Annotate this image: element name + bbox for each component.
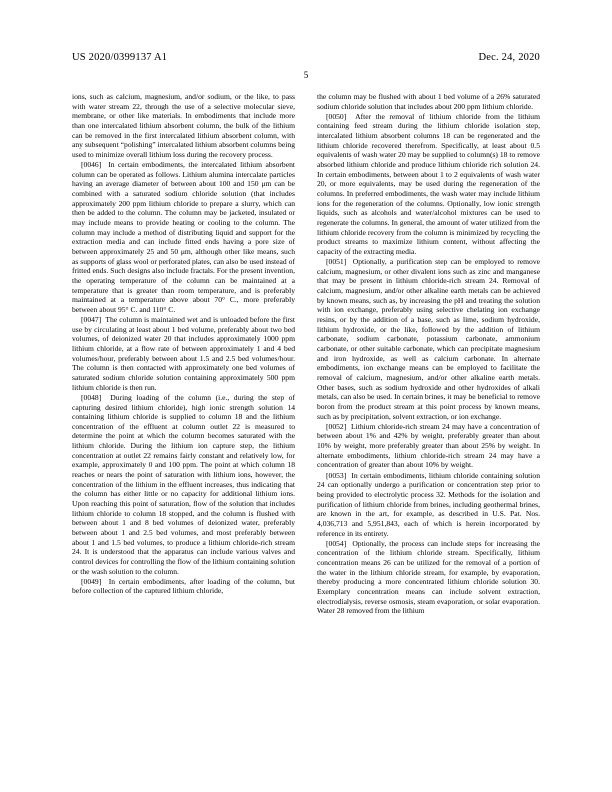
paragraph-text: In certain embodiments, the intercalated lithium absorbent column can be operated as follows. Lithium alumina intercalate particles having an average diameter of between about 100 and 150 μm can be combined with a saturated sodium chloride solution (that includes approximately 200 ppm lithium chloride to prepare a slurry, which can then be added to the column. The column may be jacketed, insulated or may include means to provide heating or cooling to the column. The column may include a method of distributing liquid and support for the extraction media and can include fitted ends having a pore size of between approximately 25 and 50 μm, although other like means, such as supports of glass wool or perforated plates, can also be used instead of fritted ends. Such designs also include fractals. For the present invention, the operating temperature of the column can be maintained at a temperature that is greater than room temperature, and is preferably maintained at a temperature above about 70° C., more preferably between about 95° C. and 110° C. [72, 160, 296, 314]
paragraph: the column may be flushed with about 1 bed volume of a 26% saturated sodium chloride solution that includes about 200 ppm lithium chloride. [317, 92, 540, 111]
paragraph [317, 471, 540, 539]
paragraph-number: [0051] [326, 257, 347, 267]
paragraph-number: [0049] [81, 576, 102, 586]
paragraph-text: During loading of the column (i.e., during the step of capturing desired lithium chloride), high ionic strength solution 14 containing lithium chloride is supplied to column 18 and the lithium concentration of the effluent at column outlet 22 is measured to determine the point at which the column becomes saturated with the lithium chloride. During the lithium ion capture step, the lithium concentration at outlet 22 remains fairly constant and relatively low, for example, approximately 0 and 100 ppm. The point at which column 18 reaches or nears the point of saturation with lithium ions, however, the concentration of the lithium in the effluent increases, thus indicating that the column has either little or no capacity for additional lithium ions. Upon reaching this point of saturation, flow of the solution that includes lithium chloride to column 18 stopped, and the column is flushed with between about 1 and 8 bed volumes of deionized water, preferably between about 1 and 2.5 bed volumes, and most preferably between about 1 and 1.5 bed volumes, to produce a lithium chloride-rich stream 24. It is understood that the apparatus can include various valves and control devices for controlling the flow of the lithium containing solution or the wash solution to the column. [72, 392, 296, 576]
paragraph [317, 257, 540, 421]
paragraph-number: [0052] [326, 421, 347, 431]
paragraph-number: [0050] [326, 111, 347, 121]
paragraph-number: [0053] [326, 470, 347, 480]
paragraph-text: In certain embodiments, after loading of the column, but before collection of the captured lithium chloride, [72, 576, 296, 596]
paragraph-number: [0048] [81, 392, 102, 402]
publication-date: Dec. 24, 2020 [478, 52, 540, 63]
body-columns [72, 92, 540, 742]
paragraph-text: Optionally, a purification step can be employed to remove calcium, magnesium, or other divalent ions such as zinc and manganese that may be present in lithium chloride-rich stream 24. Removal of calcium, magnesium, and/or other alkaline earth metals can be achieved by known means, such as, by increasing the pH and treating the solution with ion exchange, preferably using selective chelating ion exchange resins, or by the addition of a base, such as lime, sodium hydroxide, lithium hydroxide, or the like, followed by the addition of lithium carbonate, sodium carbonate, potassium carbonate, ammonium carbonate, or other suitable carbonate, which can precipitate magnesium and iron hydroxide, as well as calcium carbonate. In alternate embodiments, ion exchange means can be employed to facilitate the removal of calcium, magnesium, and/or other alkaline earth metals. Other bases, such as sodium hydroxide and other hydroxides of alkali metals, can also be used. In certain brines, it may be beneficial to remove boron from the product stream at this point process by known means, such as by precipitation, solvent extraction, or ion exchange. [317, 257, 540, 421]
paragraph [72, 160, 295, 315]
paragraph-number: [0047] [81, 315, 102, 325]
paragraph [72, 315, 295, 392]
left-column [72, 92, 295, 742]
paragraph-number: [0046] [81, 160, 102, 170]
paragraph: ions, such as calcium, magnesium, and/or sodium, or the like, to pass with water stream 22, through the use of a selective molecular sieve, membrane, or other like materials. In embodiments that include more than one intercalated lithium absorbent column, the bulk of the lithium can be removed in the first intercalated lithium absorbent column, with any subsequent “polishing” intercalated lithium absorbent columns being used to minimize overall lithium loss during the recovery process. [72, 92, 295, 159]
paragraph [72, 393, 295, 576]
publication-number: US 2020/0399137 A1 [72, 52, 168, 63]
paragraph-number: [0054] [326, 538, 347, 548]
paragraph [317, 112, 540, 257]
paragraph-text: Optionally, the process can include steps for increasing the concentration of the lithium chloride stream. Specifically, lithium concentration means 26 can be utilized for the removal of a portion of the water in the lithium chloride stream, for example, by evaporation, thereby producing a more concentrated lithium chloride solution 30. Exemplary concentration means can include solvent extraction, electrodialysis, reverse osmosis, steam evaporation, or solar evaporation. Water 28 removed from the lithium [317, 538, 540, 616]
paragraph-text: After the removal of lithium chloride from the lithium containing feed stream during the lithium chloride isolation step, intercalated lithium absorbent columns 18 can be regenerated and the lithium chloride recovered therefrom. Specifically, at least about 0.5 equivalents of wash water 20 may be supplied to column(s) 18 to remove absorbed lithium chloride and produce lithium chloride rich solution 24. In certain embodiments, between about 1 to 2 equivalents of wash water 20, or more equivalents, may be used during the regeneration of the columns. In preferred embodiments, the wash water may include lithium ions for the regeneration of the columns. Optionally, low ionic strength liquids, such as alcohols and water/alcohol mixtures can be used to regenerate the columns. In general, the amount of water utilized from the lithium chloride recovery from the column is minimized by recycling the product streams to maximize lithium content, without affecting the capacity of the extracting media. [317, 111, 540, 256]
page-number: 5 [303, 70, 309, 80]
right-column [317, 92, 540, 742]
paragraph-text: In certain embodiments, lithium chloride containing solution 24 can optionally undergo a purification or concentration step prior to being provided to electrolytic process 32. Methods for the isolation and purification of lithium chloride from brines, including geothermal brines, are known in the art, for example, as described in U.S. Pat. Nos. 4,036,713 and 5,951,843, each of which is herein incorporated by reference in its entirety. [317, 470, 540, 538]
page-header [72, 52, 540, 68]
paragraph-text: Lithium chloride-rich stream 24 may have a concentration of between about 1% and 42% by weight, preferably greater than about 10% by weight, more preferably greater than about 25% by weight. In alternate embodiments, lithium chloride-rich stream 24 may have a concentration of greater than about 10% by weight. [317, 421, 541, 470]
paragraph [317, 539, 540, 616]
paragraph [72, 577, 295, 596]
paragraph [317, 422, 540, 470]
paragraph-text: The column is maintained wet and is unloaded before the first use by circulating at least about 1 bed volume, preferably about two bed volumes, of deionized water 20 that includes approximately 1000 ppm lithium chloride, at a flow rate of between approximately 1 and 4 bed volumes/hour, preferably between about 1.5 and 2.5 bed volumes/hour. The column is then contacted with approximately one bed volumes of saturated sodium chloride solution containing approximately 500 ppm lithium chloride is then run. [72, 315, 295, 392]
